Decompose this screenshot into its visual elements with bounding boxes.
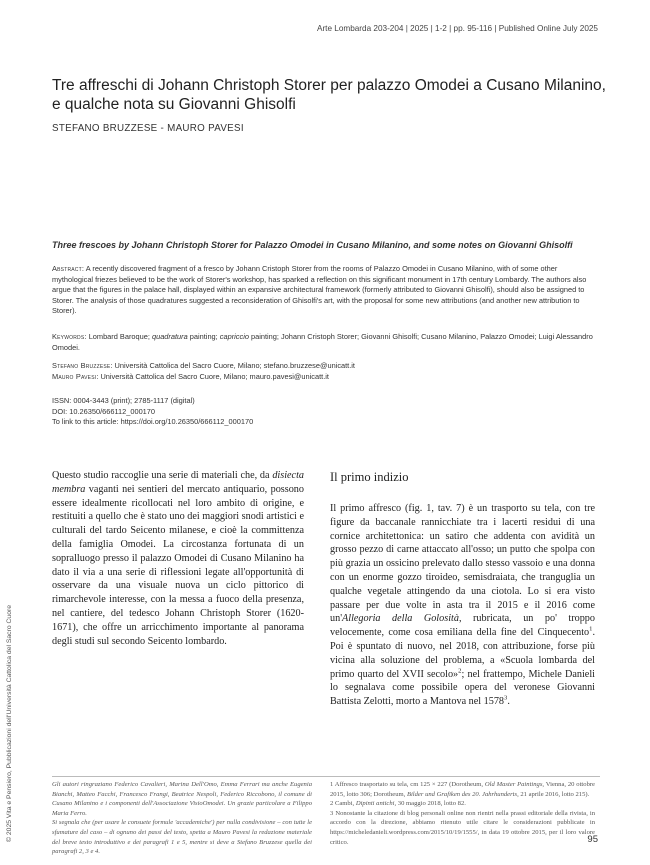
article-authors: STEFANO BRUZZESE - MAURO PAVESI: [52, 123, 244, 134]
section-text-e: ; nel frattempo, Michele Danieli lo segnalava come possibile opera del veronese Giovanni Battista Zelotti, morto a Mantova nel 1578: [330, 668, 595, 708]
acknowledgements-p1: Gli autori ringraziano Federico Cavalieri, Marina Dell'Omo, Emma Ferrari ma anche Eugenia Bianchi, Matteo Facchi, Francesco Frangi, Beatrice Nespoli, Federico Riccobono, il comune di Cusano Milanino e i componenti dell'Associazione VisioOmodei. Un grazie particolare a Filippo Maria Ferro.: [52, 781, 312, 817]
body-column-right: [330, 502, 595, 709]
section-text-d: . Poi è spuntato di nuovo, nel 2018, con attribuzione, forse più vicina alla soluzione del problema, a «Scuola lombarda del primo quarto del XVII secolo»: [330, 627, 595, 680]
keywords-text-d: capriccio: [219, 332, 249, 341]
article-title-line-2: e qualche nota su Giovanni Ghisolfi: [52, 96, 296, 113]
intro-text-a: Questo studio raccoglie una serie di materiali che, da: [52, 470, 273, 481]
section-text-c: , rubricata, un po' troppo velocemente, come cosa emiliana della fine del Cinquecento: [330, 613, 595, 639]
issn: ISSN: 0004-3443 (print); 2785-1117 (digital): [52, 396, 195, 405]
affiliation-1-name: Stefano Bruzzese: [52, 361, 111, 370]
journal-header: Arte Lombarda 203-204 | 2025 | 1-2 | pp. 95-116 | Published Online July 2025: [316, 24, 598, 33]
page-number: 95: [587, 834, 598, 845]
footnote-2-b: Dipinti antichi: [355, 800, 395, 808]
footnote-divider: [52, 776, 600, 777]
acknowledgements-p2: Si segnala che (per usare le consuete formule 'accademiche') per nulla condivisione – con tutte le sfumature del caso – di ognuno dei passi del testo, spetta a Mauro Pavesi la redazione materiale del breve testo introduttivo e dei paragrafi 1 e 5, mentre si deve a Stefano Bruzzese quella dei paragrafi 2, 3 e 4.: [52, 819, 312, 856]
article-title: [52, 76, 612, 114]
section-text-f: .: [507, 696, 510, 708]
copyright-notice: © 2025 Vita e Pensiero, Pubblicazioni dell'Università Cattolica del Sacro Cuore: [6, 604, 13, 842]
intro-text-c: vaganti nei sentieri del mercato antiquario, possono essere idealmente ricollocati nel loro ambito di origine, e restituiti a quello che è stato uno dei maggiori snodi artistici e culturali del tardo Seicento milanese, e cioè la committenza della famiglia Omodei. La circostanza fortunata di un sopralluogo presso il palazzo Omodei di Cusano Milanino ha dato il via a una serie di riflessioni legate all'opportunità di osservare da una visuale nuova un ciclo pittorico di rimarchevole interesse, con la messa a fuoco della presenza, nel cantiere, del tedesco Johann Christoph Storer (1620-1671), che offre un arricchimento importante al panorama degli studi sul secondo Seicento lombardo.: [52, 483, 304, 647]
section-text-b: Allegoria della Golosità: [342, 613, 459, 625]
affiliation-1: [52, 361, 600, 372]
keywords-text-c: painting;: [187, 332, 220, 341]
identifiers: [52, 396, 600, 428]
acknowledgements: [52, 780, 312, 857]
article-link[interactable]: To link to this article: https://doi.org/10.26350/666112_000170: [52, 417, 254, 427]
footnote-1: [330, 780, 595, 799]
doi: DOI: 10.26350/666112_000170: [52, 406, 156, 416]
affiliation-2-text: : Università Cattolica del Sacro Cuore, Milano; mauro.pavesi@unicatt.it: [96, 371, 329, 381]
keywords: [52, 332, 600, 353]
footnote-3: 3 Nonostante la citazione di blog personali online non rientri nella prassi editoriale della rivista, in accordo con la direzione, abbiamo ritenuto utile citare le considerazioni pubblicate in https://micheledanieli.wordpress.com/2015/10/19/1555/, in data 19 ottobre 2015, per il loro valore critico.: [330, 809, 595, 846]
footnote-ref-1[interactable]: 1: [589, 625, 593, 633]
intro-text-b: disiecta membra: [52, 470, 304, 495]
intro-paragraph: [52, 469, 304, 648]
abstract-label: Abstract:: [52, 264, 85, 273]
footnote-1-c: , Vienna, 20 ottobre 2015, lotto 306; Dorotheum,: [330, 781, 595, 798]
section-text-a: Il primo affresco (fig. 1, tav. 7) è un trasporto su tela, con tre figure da baccanale rannicchiate tra i lacerti residui di una cornice architettonica: un satiro che addenta con avidità un grosso pezzo di carne attaccato all'osso; un putto che spolpa con più grazia un ossicino prelevato dallo stesso vassoio e una donna con un enorme gozzo tiroideo, semisdraiata, che tranguglia un qualche vegetale attingendo da una ciotola. Lo si era visto passare per due volte in asta tra il 2015 e il 2016 come un': [330, 503, 595, 625]
footnote-ref-3[interactable]: 3: [504, 694, 508, 702]
section-heading: Il primo indizio: [330, 470, 409, 484]
footnote-1-a: 1 Affresco trasportato su tela, cm 125 × 227 (Dorotheum,: [330, 781, 485, 788]
footnote-ref-2[interactable]: 2: [458, 667, 462, 675]
abstract-text: A recently discovered fragment of a fresco by Johann Cristoph Storer from the rooms of Palazzo Omodei in Cusano Milanino, with of some other mythological friezes believed to be the work of Storer's workshop, has sparked a reflection on this significant monument in 17th century Lombardy. The authors also argue that the figures in the palace hall, displayed within an expansive architectural framework (formerly attributed to Giovanni Ghisolfi), should also be assigned to Storer. The analysis of those quadratures suggested a reconsideration of Ghisolfi's art, with the proposal for some new attributions (and another new attribution to Storer).: [52, 264, 587, 316]
article-title-line-1: Tre affreschi di Johann Christoph Storer per palazzo Omodei a Cusano Milanino,: [52, 77, 606, 94]
english-title: Three frescoes by Johann Christoph Storer for Palazzo Omodei in Cusano Milanino, and some notes on Giovanni Ghisolfi: [52, 240, 573, 250]
keywords-text-b: quadratura: [151, 332, 188, 341]
footnote-2-a: 2 Cambi,: [330, 800, 356, 808]
footnotes: [330, 780, 595, 847]
affiliation-2: [52, 372, 600, 383]
keywords-text-e: painting; Johann Cristoph Storer; Giovanni Ghisolfi; Cusano Milanino, Palazzo Omodei; Luigi Alessandro Omodei.: [52, 332, 593, 352]
keywords-text-a: Lombard Baroque;: [88, 332, 152, 341]
abstract: [52, 264, 600, 317]
affiliations: [52, 361, 600, 382]
footnote-2-c: , 30 maggio 2018, lotto 82.: [394, 800, 466, 808]
footnote-1-b: Old Master Paintings: [484, 781, 543, 788]
footnote-1-e: , 21 aprile 2016, lotto 215).: [517, 790, 590, 798]
affiliation-1-text: : Università Cattolica del Sacro Cuore, Milano; stefano.bruzzese@unicatt.it: [110, 361, 355, 370]
footnote-1-d: Bilder und Grafiken des 20. Jahrhunderts: [406, 790, 518, 798]
footnote-2: [330, 799, 595, 809]
section-paragraph: [330, 502, 595, 709]
keywords-label: Keywords:: [52, 332, 87, 341]
affiliation-2-name: Mauro Pavesi: [52, 371, 97, 381]
body-column-left: [52, 469, 304, 648]
